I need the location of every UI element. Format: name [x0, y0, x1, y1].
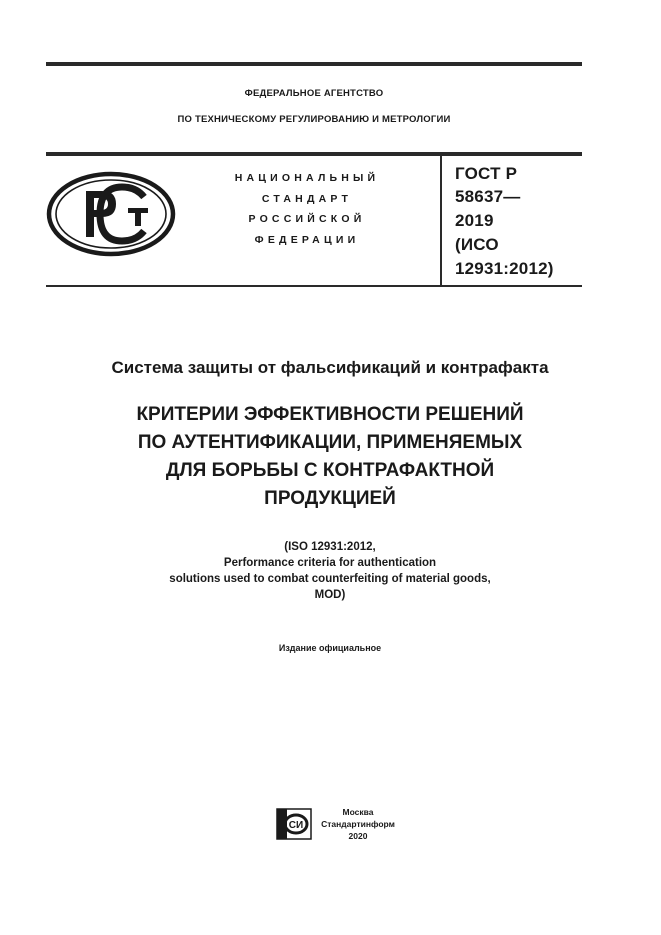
gost-line-4: (ИСО: [455, 235, 499, 254]
logo-text: СИ: [288, 820, 304, 831]
gost-r-emblem: [46, 171, 176, 257]
series-title: Система защиты от фальсификаций и контрафакта: [111, 358, 549, 377]
std-line-2: СТАНДАРТ: [261, 193, 353, 205]
gost-line-5: 12931:2012): [455, 259, 554, 278]
block-top-rule: [46, 152, 582, 156]
main-title-line-3: ДЛЯ БОРЬБЫ С КОНТРАФАКТНОЙ: [165, 460, 495, 481]
publisher-year: 2020: [348, 831, 368, 841]
publisher-city: Москва: [342, 807, 374, 817]
std-line-4: ФЕДЕРАЦИИ: [254, 234, 360, 246]
main-title-line-2: ПО АУТЕНТИФИКАЦИИ, ПРИМЕНЯЕМЫХ: [137, 432, 523, 453]
gost-line-1: ГОСТ Р: [455, 164, 518, 183]
iso-ref-line-2: Performance criteria for authentication: [223, 557, 437, 569]
agency-line-1: ФЕДЕРАЛЬНОЕ АГЕНТСТВО: [244, 88, 384, 99]
block-bottom-rule: [46, 285, 582, 287]
gost-line-2: 58637—: [455, 187, 521, 206]
std-line-3: РОССИЙСКОЙ: [248, 213, 366, 225]
main-title-line-4: ПРОДУКЦИЕЙ: [264, 488, 396, 509]
block-divider: [440, 156, 442, 286]
standartinform-logo: [276, 808, 312, 840]
iso-ref-line-4: MOD): [314, 589, 346, 601]
iso-ref-line-1: (ISO 12931:2012,: [284, 541, 376, 553]
std-line-1: НАЦИОНАЛЬНЫЙ: [234, 172, 380, 184]
edition-label: Издание официальное: [278, 643, 382, 653]
iso-ref-line-3: solutions used to combat counterfeiting of material goods,: [169, 573, 491, 585]
publisher-name: Стандартинформ: [321, 819, 395, 829]
main-title-line-1: КРИТЕРИИ ЭФФЕКТИВНОСТИ РЕШЕНИЙ: [136, 404, 524, 425]
agency-line-2: ПО ТЕХНИЧЕСКОМУ РЕГУЛИРОВАНИЮ И МЕТРОЛОГИИ: [177, 114, 451, 125]
gost-line-3: 2019: [455, 211, 494, 230]
top-rule: [46, 62, 582, 66]
